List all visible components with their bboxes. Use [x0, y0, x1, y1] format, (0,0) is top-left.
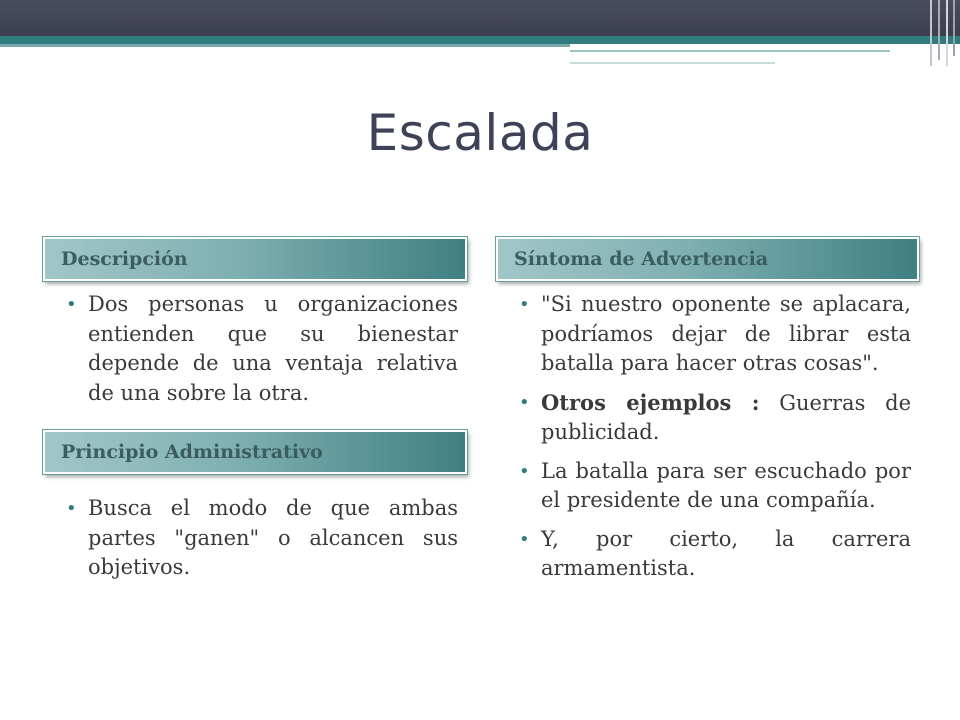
list-item: • Y, por cierto, la carrera armamentista. — [519, 526, 911, 580]
top-banner-bar — [0, 0, 960, 36]
decorative-edge-line — [946, 0, 948, 66]
decorative-stripe — [570, 50, 890, 52]
decorative-edge-line — [930, 0, 932, 66]
bullet-icon: • — [66, 498, 77, 519]
list-item: • Busca el modo de que ambas partes "ganen" o alcancen sus objetivos. — [66, 496, 458, 579]
bullet-icon: • — [519, 528, 530, 550]
descripcion-header: Descripción — [43, 237, 467, 281]
bold-lead: Otros ejemplos : — [541, 389, 760, 415]
descripcion-list — [62, 290, 458, 417]
decorative-edge-line — [938, 0, 940, 60]
decorative-stripe — [570, 62, 775, 64]
teal-accent-bar — [0, 36, 960, 44]
slide-title: Escalada — [366, 104, 594, 162]
bullet-icon: • — [519, 294, 530, 315]
decorative-edge-line — [953, 0, 955, 56]
list-item: • Otros ejemplos : Guerras de publicidad. — [519, 389, 911, 444]
principio-header: Principio Administrativo — [43, 430, 467, 474]
list-item: • La batalla para ser escuchado por el presidente de una compañía. — [519, 458, 911, 512]
decorative-stripe — [0, 44, 570, 47]
sintoma-header: Síntoma de Advertencia — [496, 237, 919, 281]
bullet-icon: • — [66, 294, 77, 315]
bullet-icon: • — [519, 391, 530, 413]
bullet-icon: • — [519, 460, 530, 482]
list-item: • Dos personas u organizaciones entienden que su bienestar depende de una ventaja relativa de una sobre la otra. — [66, 292, 458, 405]
list-item: • "Si nuestro oponente se aplacara, podríamos dejar de librar esta batalla para hacer otras cosas". — [519, 292, 911, 375]
principio-list — [62, 494, 458, 592]
sintoma-list — [515, 290, 911, 593]
